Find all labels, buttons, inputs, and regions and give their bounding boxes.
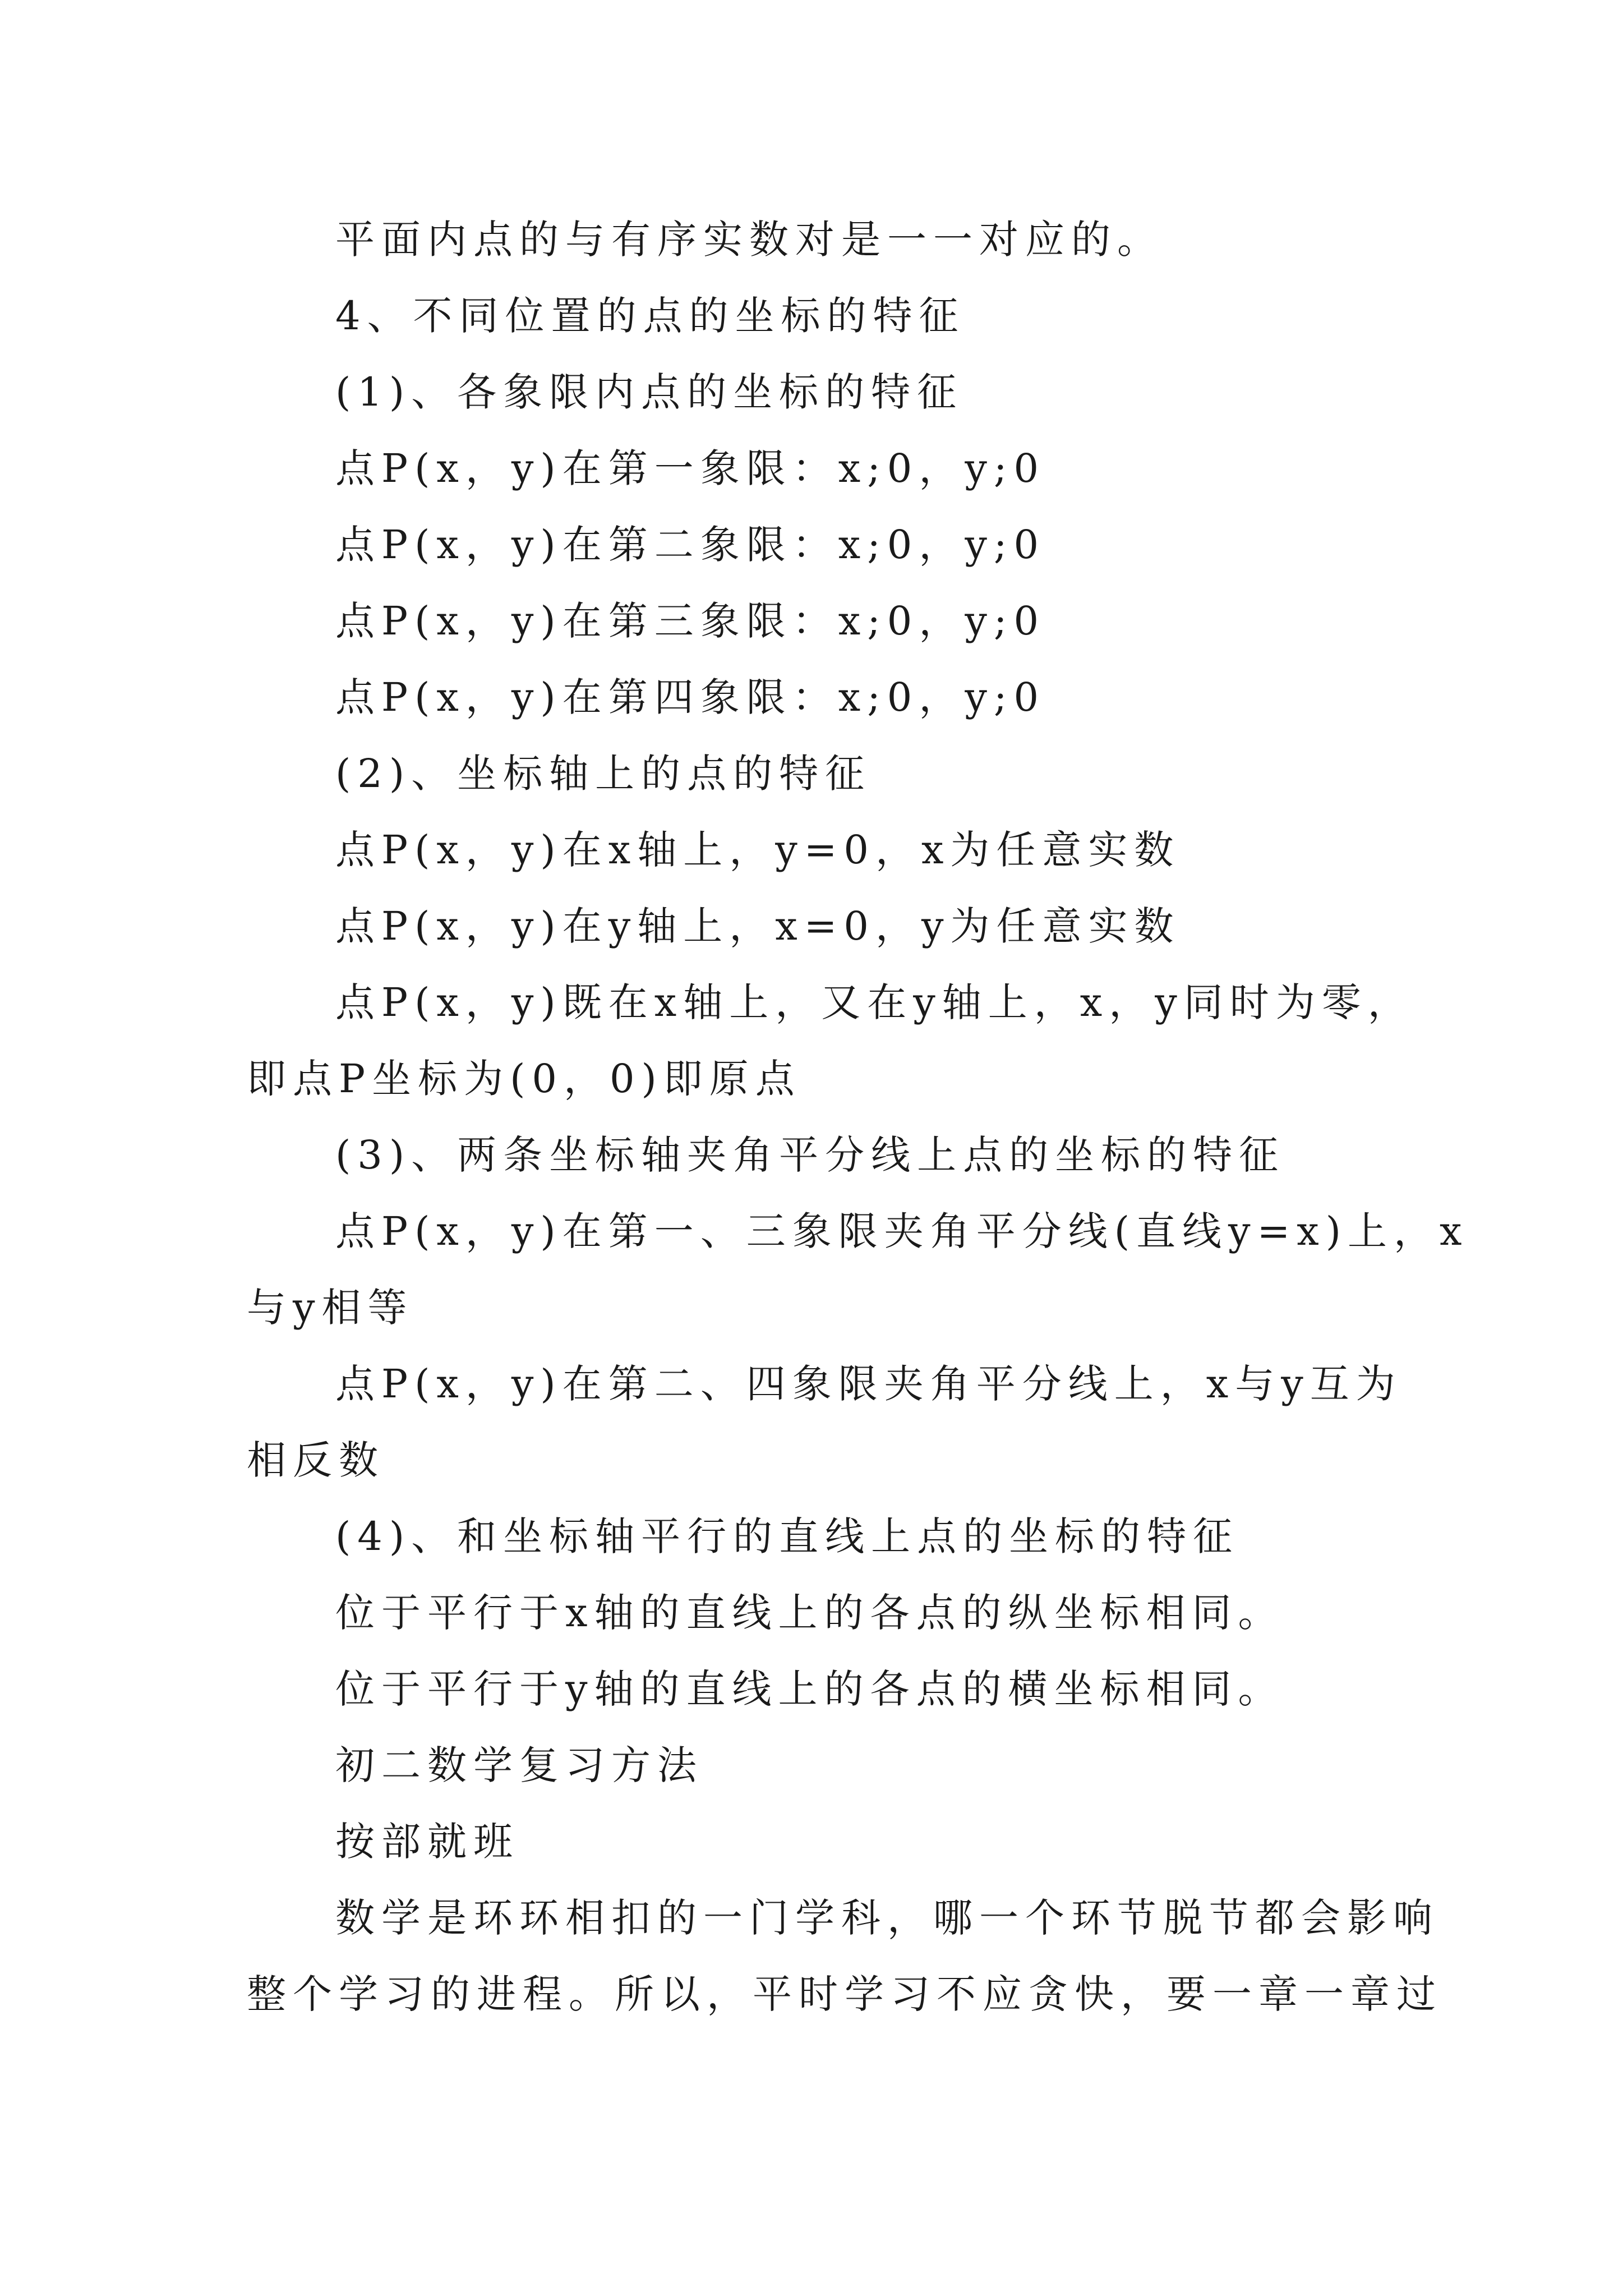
bisector-2-4-line-part-1: 点P(x，y)在第二、四象限夹角平分线上，x与y互为 <box>335 1361 1402 1407</box>
origin-line-part-2: 即点P坐标为(0，0)即原点 <box>247 1056 801 1102</box>
parallel-x-line: 位于平行于x轴的直线上的各点的纵坐标相同。 <box>335 1590 1284 1636</box>
quadrant-3-line: 点P(x，y)在第三象限：x;0，y;0 <box>335 598 1046 644</box>
bisector-1-3-line-part-2: 与y相等 <box>247 1285 414 1331</box>
parallel-y-line: 位于平行于y轴的直线上的各点的横坐标相同。 <box>335 1666 1284 1712</box>
text-line-1: 平面内点的与有序实数对是一一对应的。 <box>335 217 1163 263</box>
subsection-heading-2: (2)、坐标轴上的点的特征 <box>335 751 872 797</box>
subsection-heading-3: (3)、两条坐标轴夹角平分线上点的坐标的特征 <box>335 1132 1285 1178</box>
review-methods-heading: 初二数学复习方法 <box>335 1742 703 1788</box>
bisector-2-4-line-part-2: 相反数 <box>247 1437 385 1483</box>
x-axis-line: 点P(x，y)在x轴上，y=0，x为任意实数 <box>335 827 1181 873</box>
paragraph-line-2: 整个学习的进程。所以，平时学习不应贪快，要一章一章过 <box>247 1971 1442 2017</box>
paragraph-line-1: 数学是环环相扣的一门学科，哪一个环节脱节都会影响 <box>335 1895 1439 1941</box>
quadrant-4-line: 点P(x，y)在第四象限：x;0，y;0 <box>335 674 1046 720</box>
origin-line-part-1: 点P(x，y)既在x轴上，又在y轴上，x，y同时为零， <box>335 979 1414 1025</box>
step-by-step-heading: 按部就班 <box>335 1819 519 1865</box>
quadrant-2-line: 点P(x，y)在第二象限：x;0，y;0 <box>335 522 1046 568</box>
quadrant-1-line: 点P(x，y)在第一象限：x;0，y;0 <box>335 445 1046 491</box>
subsection-heading-1: (1)、各象限内点的坐标的特征 <box>335 369 963 415</box>
subsection-heading-4: (4)、和坐标轴平行的直线上点的坐标的特征 <box>335 1513 1239 1559</box>
section-heading-4: 4、不同位置的点的坐标的特征 <box>335 293 965 339</box>
bisector-1-3-line-part-1: 点P(x，y)在第一、三象限夹角平分线(直线y=x)上，x <box>335 1208 1469 1254</box>
y-axis-line: 点P(x，y)在y轴上，x=0，y为任意实数 <box>335 903 1181 949</box>
